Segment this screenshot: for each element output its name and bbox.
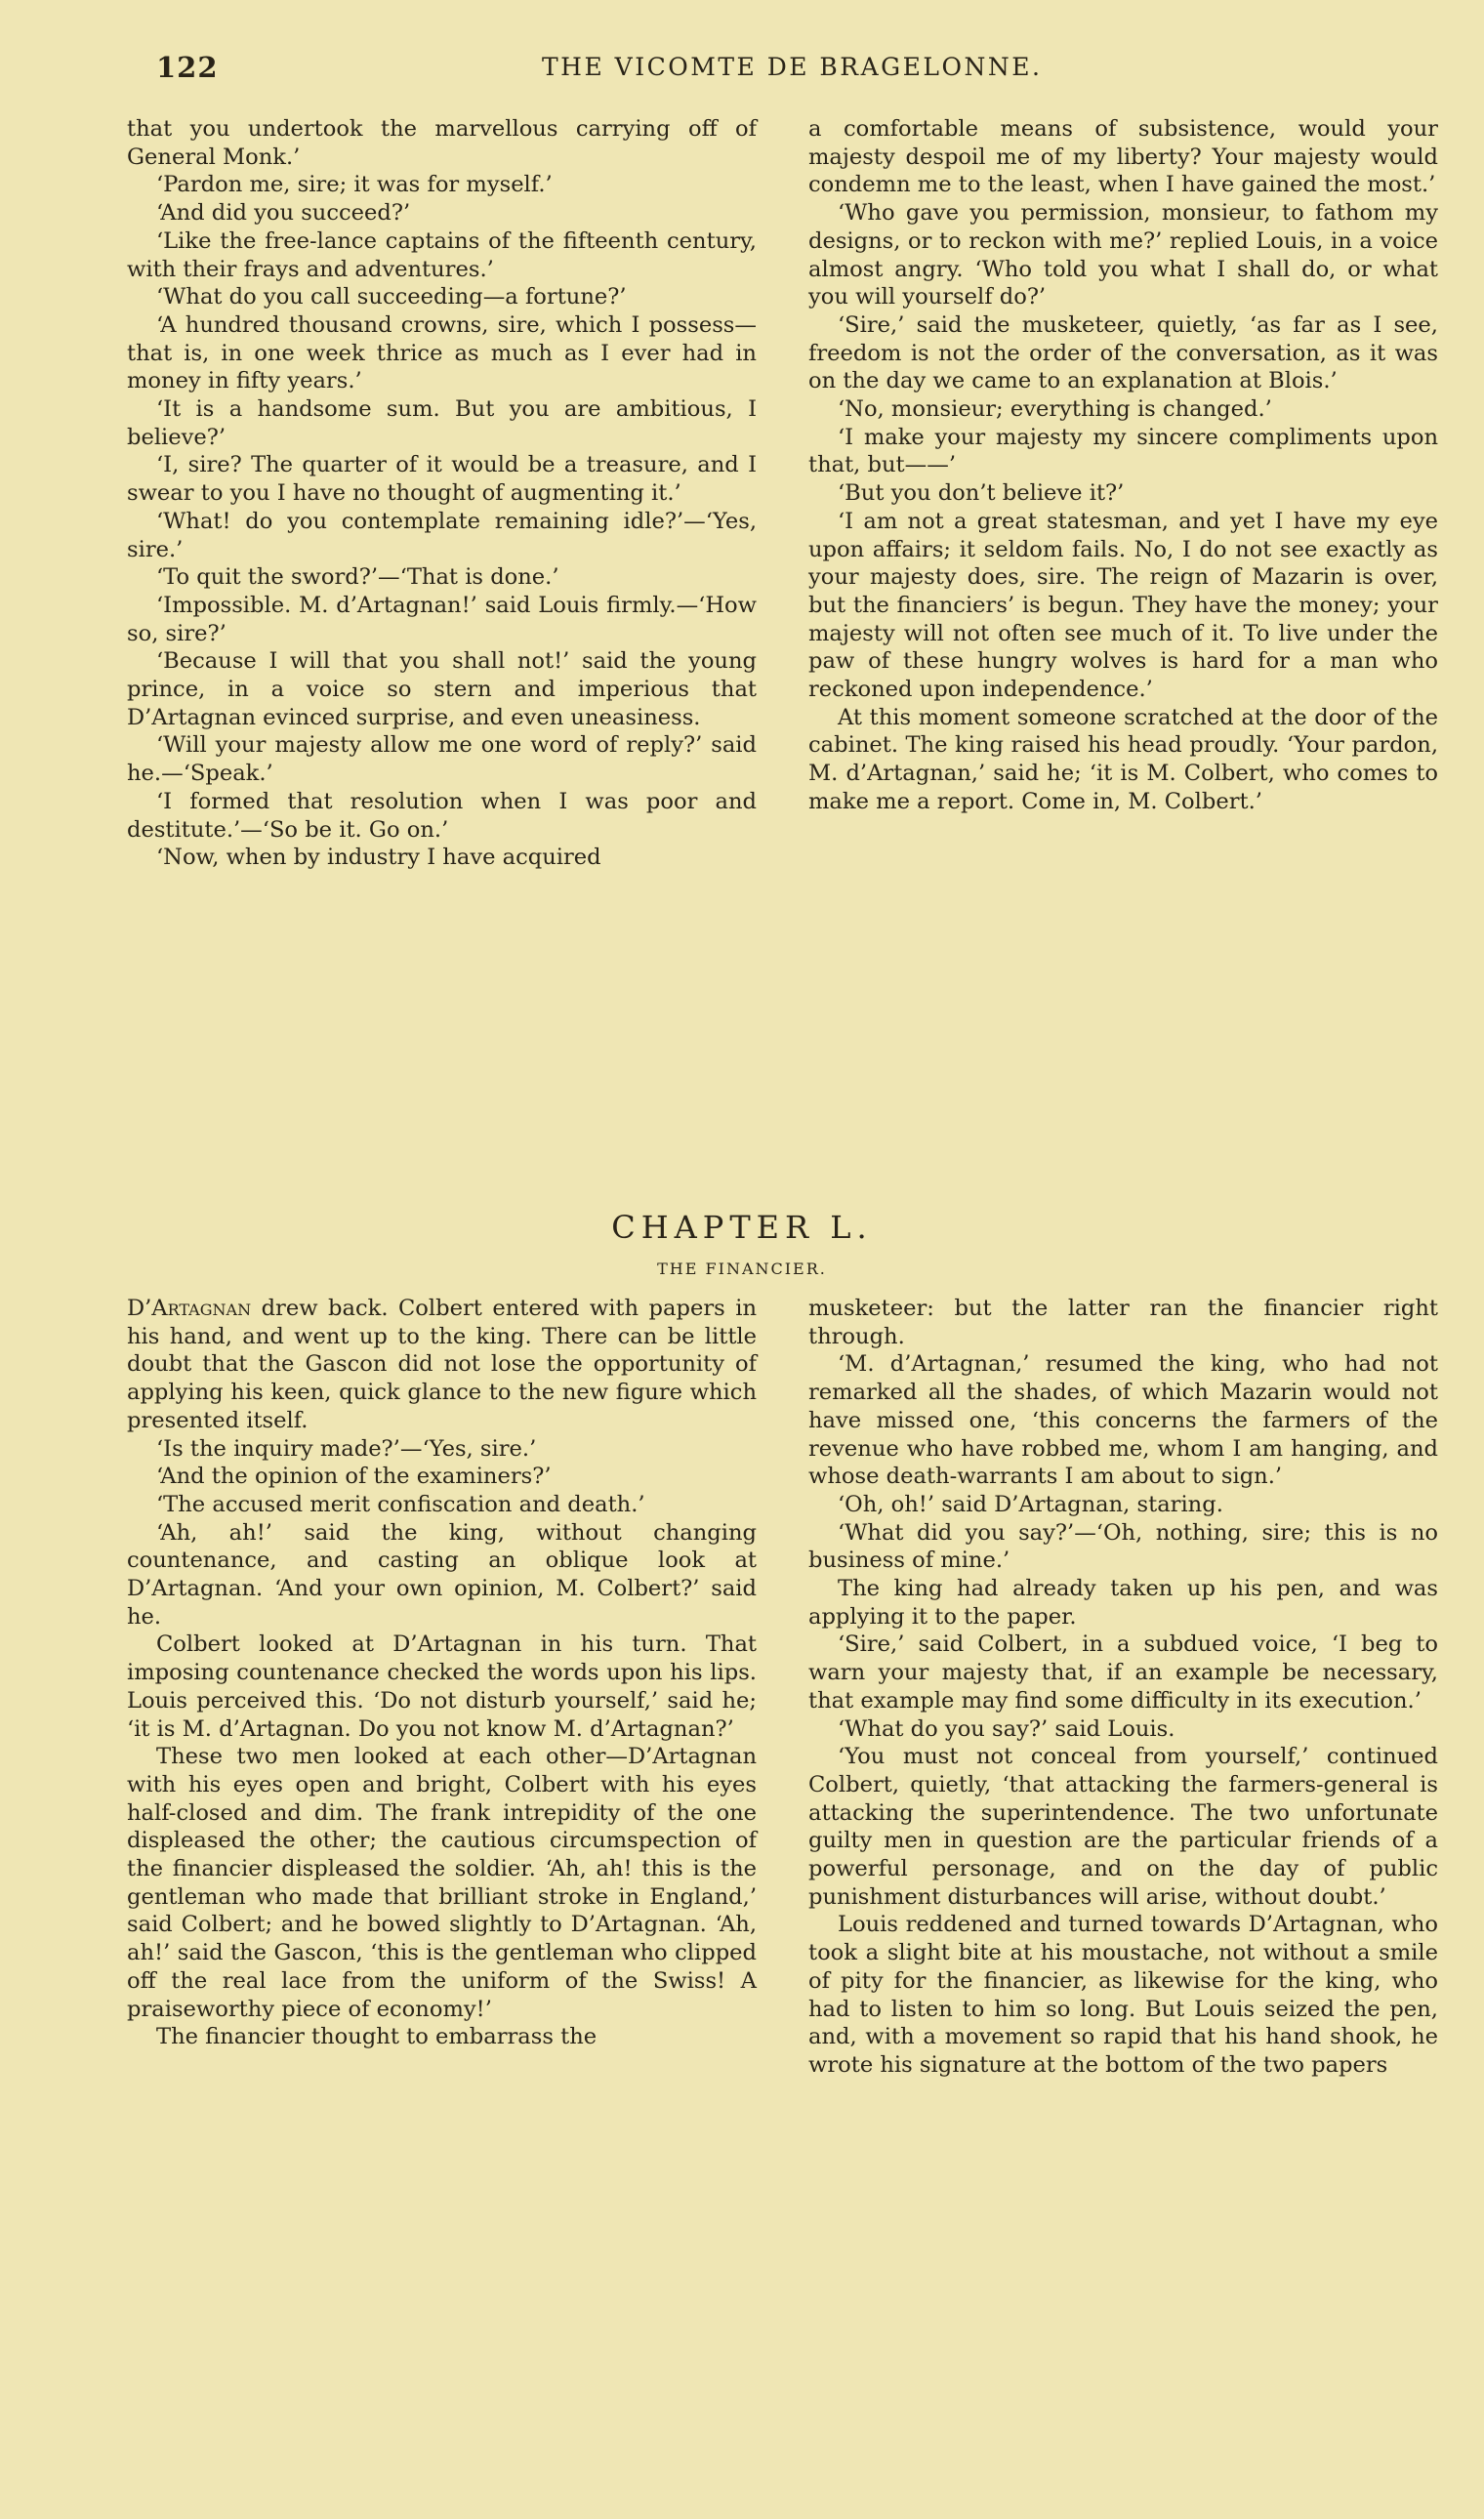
- paragraph: ‘And did you succeed?’: [156, 200, 411, 227]
- paragraph: Louis reddened and turned towards D’Artagnan, who took a slight bite at his moustache, not without a smile of pity for the financier, as likewise for the king, who had to listen to him so long. But Louis seized the pen, and, with a movement so rapid that his hand shook, he wrote his signature at the bottom of the two papers: [808, 1912, 1438, 2078]
- column-bottom-left: [127, 1295, 757, 2051]
- paragraph: ‘I formed that resolution when I was poor and destitute.’—‘So be it. Go on.’: [127, 788, 757, 843]
- paragraph: These two men looked at each other—D’Artagnan with his eyes open and bright, Colbert with his eyes half-closed and dim. The frank intrepidity of the one displeased the other; the cautious circumspection of the financier displeased the soldier. ‘Ah, ah! this is the gentleman who made that brilliant stroke in England,’ said Colbert; and he bowed slightly to D’Artagnan. ‘Ah, ah!’ said the Gascon, ‘this is the gentleman who clipped off the real lace from the uniform of the Swiss! A praiseworthy piece of economy!’: [127, 1744, 757, 2022]
- column-bottom-right: [808, 1295, 1438, 2080]
- paragraph: ‘You must not conceal from yourself,’ continued Colbert, quietly, ‘that attacking the farmers-general is attacking the superintendence. The two unfortunate guilty men in question are the particular friends of a powerful personage, and on the day of public punishment disturbances will arise, without doubt.’: [808, 1744, 1438, 1910]
- chapter-title: CHAPTER L.: [611, 1209, 873, 1246]
- paragraph: ‘Pardon me, sire; it was for myself.’: [156, 172, 553, 198]
- page-header: [0, 51, 1484, 90]
- chapter-subtitle: THE FINANCIER.: [657, 1260, 827, 1278]
- running-title: THE VICOMTE DE BRAGELONNE.: [542, 53, 1043, 81]
- paragraph: musketeer: but the latter ran the financier right through.: [808, 1296, 1438, 1349]
- paragraph: ‘No, monsieur; everything is changed.’: [838, 396, 1272, 423]
- paragraph: ‘Will your majesty allow me one word of reply?’ said he.—‘Speak.’: [127, 732, 757, 787]
- paragraph: ‘Because I will that you shall not!’ said the young prince, in a voice so stern and imperious that D’Artagnan evinced surprise, and even uneasiness.: [127, 648, 757, 730]
- opening-paragraph: [127, 1295, 757, 1435]
- paragraph: ‘Ah, ah!’ said the king, without changing countenance, and casting an oblique look at D’Artagnan. ‘And your own opinion, M. Colbert?’ said he.: [127, 1519, 757, 1630]
- paragraph: ‘What! do you contemplate remaining idle?’—‘Yes, sire.’: [127, 508, 757, 562]
- page-number: 122: [156, 51, 219, 84]
- paragraph: ‘And the opinion of the examiners?’: [156, 1464, 552, 1490]
- paragraph: ‘Like the free-lance captains of the fifteenth century, with their frays and adventures.’: [127, 227, 757, 282]
- paragraph: ‘The accused merit confiscation and death.’: [156, 1491, 645, 1517]
- paragraph: ‘To quit the sword?’—‘That is done.’: [156, 564, 559, 591]
- paragraph: ‘I, sire? The quarter of it would be a treasure, and I swear to you I have no thought of augmenting it.’: [127, 452, 757, 507]
- paragraph: ‘What do you say?’ said Louis.: [838, 1715, 1175, 1742]
- paragraph: ‘Oh, oh!’ said D’Artagnan, staring.: [838, 1491, 1223, 1517]
- paragraph: ‘Sire,’ said Colbert, in a subdued voice, ‘I beg to warn your majesty that, if an example be necessary, that example may find some difficulty in its execution.’: [808, 1631, 1438, 1714]
- paragraph: ‘Sire,’ said the musketeer, quietly, ‘as far as I see, freedom is not the order of the conversation, as it was on the day we came to an explanation at Blois.’: [808, 311, 1438, 394]
- paragraph: ‘Now, when by industry I have acquired: [156, 845, 601, 871]
- paragraph: that you undertook the marvellous carrying off of General Monk.’: [127, 116, 757, 170]
- paragraph: ‘Who gave you permission, monsieur, to fathom my designs, or to reckon with me?’ replied Louis, in a voice almost angry. ‘Who told you what I shall do, or what you will yourself do?’: [808, 200, 1438, 310]
- paragraph: At this moment someone scratched at the door of the cabinet. The king raised his head proudly. ‘Your pardon, M. d’Artagnan,’ said he; ‘it is M. Colbert, who comes to make me a report. Come in, M. Colbert.’: [808, 704, 1438, 814]
- paragraph: ‘What did you say?’—‘Oh, nothing, sire; this is no business of mine.’: [808, 1519, 1438, 1574]
- paragraph: a comfortable means of subsistence, would your majesty despoil me of my liberty? Your majesty would condemn me to the least, when I have gained the most.’: [808, 116, 1438, 198]
- opening-text: drew back. Colbert entered with papers in his hand, and went up to the king. There can be little doubt that the Gascon did not lose the opportunity of applying his keen, quick glance to the new figure which presented itself.: [127, 1296, 757, 1433]
- paragraph: ‘Impossible. M. d’Artagnan!’ said Louis firmly.—‘How so, sire?’: [127, 592, 757, 646]
- paragraph: ‘What do you call succeeding—a fortune?’: [156, 284, 627, 310]
- paragraph: ‘I make your majesty my sincere compliments upon that, but——’: [808, 424, 1438, 478]
- paragraph: The financier thought to embarrass the: [156, 2024, 598, 2050]
- paragraph: ‘But you don’t believe it?’: [838, 480, 1125, 507]
- paragraph: The king had already taken up his pen, and was applying it to the paper.: [808, 1576, 1438, 1630]
- paragraph: ‘M. d’Artagnan,’ resumed the king, who had not remarked all the shades, of which Mazarin would not have missed one, ‘this concerns the farmers of the revenue who have robbed me, whom I am hanging, and whose death-warrants I am about to sign.’: [808, 1351, 1438, 1490]
- paragraph: ‘Is the inquiry made?’—‘Yes, sire.’: [156, 1435, 537, 1462]
- column-top-left: [127, 115, 757, 872]
- opening-word: D’Artagnan: [127, 1296, 252, 1321]
- column-top-right: [808, 115, 1438, 816]
- paragraph: ‘A hundred thousand crowns, sire, which I possess—that is, in one week thrice as much as I ever had in money in fifty years.’: [127, 311, 757, 394]
- paragraph: ‘I am not a great statesman, and yet I have my eye upon affairs; it seldom fails. No, I do not see exactly as your majesty does, sire. The reign of Mazarin is over, but the financiers’ is begun. They have the money; your majesty will not often see much of it. To live under the paw of these hungry wolves is hard for a man who reckoned upon independence.’: [808, 508, 1438, 703]
- paragraph: Colbert looked at D’Artagnan in his turn. That imposing countenance checked the words upon his lips. Louis perceived this. ‘Do not disturb yourself,’ said he; ‘it is M. d’Artagnan. Do you not know M. d’Artagnan?’: [127, 1631, 757, 1742]
- paragraph: ‘It is a handsome sum. But you are ambitious, I believe?’: [127, 396, 757, 450]
